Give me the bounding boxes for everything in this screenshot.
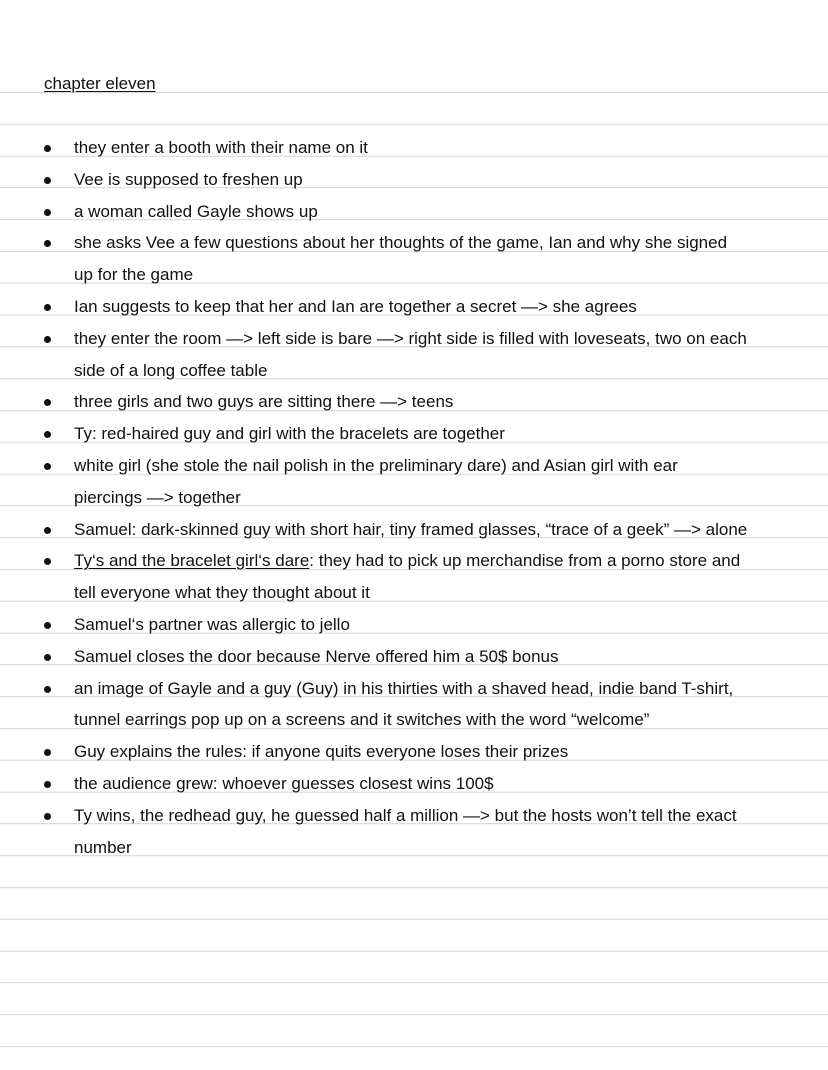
list-item: [0, 132, 828, 164]
bullet-icon: [44, 177, 51, 184]
bullet-icon: [44, 431, 51, 438]
bullet-icon: [44, 240, 51, 247]
list-item-line: tell everyone what they thought about it: [74, 583, 370, 603]
list-item: [0, 450, 828, 514]
list-item: [0, 418, 828, 450]
list-item-line: [74, 545, 808, 577]
page-title: chapter eleven: [44, 74, 156, 93]
list-item-line: Vee is supposed to freshen up: [74, 169, 303, 189]
list-item-text: : they had to pick up merchandise from a porno store and: [309, 551, 741, 571]
list-item-line: an image of Gayle and a guy (Guy) in his thirties with a shaved head, indie band T-shirt,: [74, 678, 734, 698]
list-item-line: Samuel closes the door because Nerve offered him a 50$ bonus: [74, 646, 559, 666]
bullet-icon: [44, 686, 51, 693]
list-item-line: three girls and two guys are sitting there —> teens: [74, 392, 454, 412]
list-item-line: side of a long coffee table: [74, 360, 268, 380]
list-item-line: Samuel‘s partner was allergic to jello: [74, 614, 350, 634]
bullet-icon: [44, 622, 51, 629]
list-item-line: they enter the room —> left side is bare —> right side is filled with loveseats, two on each: [74, 328, 747, 348]
bullet-icon: [44, 781, 51, 788]
list-item-line: she asks Vee a few questions about her thoughts of the game, Ian and why she signed: [74, 233, 728, 253]
bullet-icon: [44, 336, 51, 343]
bullet-icon: [44, 813, 51, 820]
bullet-icon: [44, 304, 51, 311]
list-item: [0, 800, 828, 864]
underlined-phrase: Ty‘s and the bracelet girl‘s dare: [74, 551, 310, 571]
bullet-icon: [44, 749, 51, 756]
list-item: [0, 164, 828, 196]
bullet-icon: [44, 558, 51, 565]
list-item-line: up for the game: [74, 265, 194, 285]
list-item: [0, 386, 828, 418]
bullet-icon: [44, 145, 51, 152]
list-item-line: a woman called Gayle shows up: [74, 201, 318, 221]
list-item: [0, 673, 828, 737]
list-item-line: number: [74, 837, 132, 857]
list-item: [0, 323, 828, 387]
bullet-icon: [44, 399, 51, 406]
list-item: [0, 641, 828, 673]
list-item-line: Samuel: dark-skinned guy with short hair, tiny framed glasses, “trace of a geek” —> alone: [74, 519, 748, 539]
list-item-line: white girl (she stole the nail polish in the preliminary dare) and Asian girl with ear: [74, 455, 678, 475]
list-item: [0, 736, 828, 768]
list-item: [0, 227, 828, 291]
list-item-line: Ian suggests to keep that her and Ian are together a secret —> she agrees: [74, 296, 637, 316]
list-item: [0, 196, 828, 228]
list-item: [0, 609, 828, 641]
bullet-icon: [44, 209, 51, 216]
list-item: [0, 514, 828, 546]
list-item-line: Ty: red-haired guy and girl with the bracelets are together: [74, 424, 505, 444]
list-item-line: piercings —> together: [74, 487, 241, 507]
bullet-icon: [44, 463, 51, 470]
list-item: [0, 291, 828, 323]
bullet-icon: [44, 654, 51, 661]
list-item: [0, 768, 828, 800]
list-item-line: Guy explains the rules: if anyone quits everyone loses their prizes: [74, 742, 569, 762]
list-item-line: Ty wins, the redhead guy, he guessed half a million —> but the hosts won’t tell the exact: [74, 805, 737, 825]
bullet-icon: [44, 527, 51, 534]
notes-list: [0, 132, 828, 863]
list-item-line: tunnel earrings pop up on a screens and it switches with the word “welcome”: [74, 710, 650, 730]
list-item: [0, 545, 828, 609]
list-item-line: they enter a booth with their name on it: [74, 138, 368, 157]
list-item-line: the audience grew: whoever guesses closest wins 100$: [74, 773, 494, 793]
